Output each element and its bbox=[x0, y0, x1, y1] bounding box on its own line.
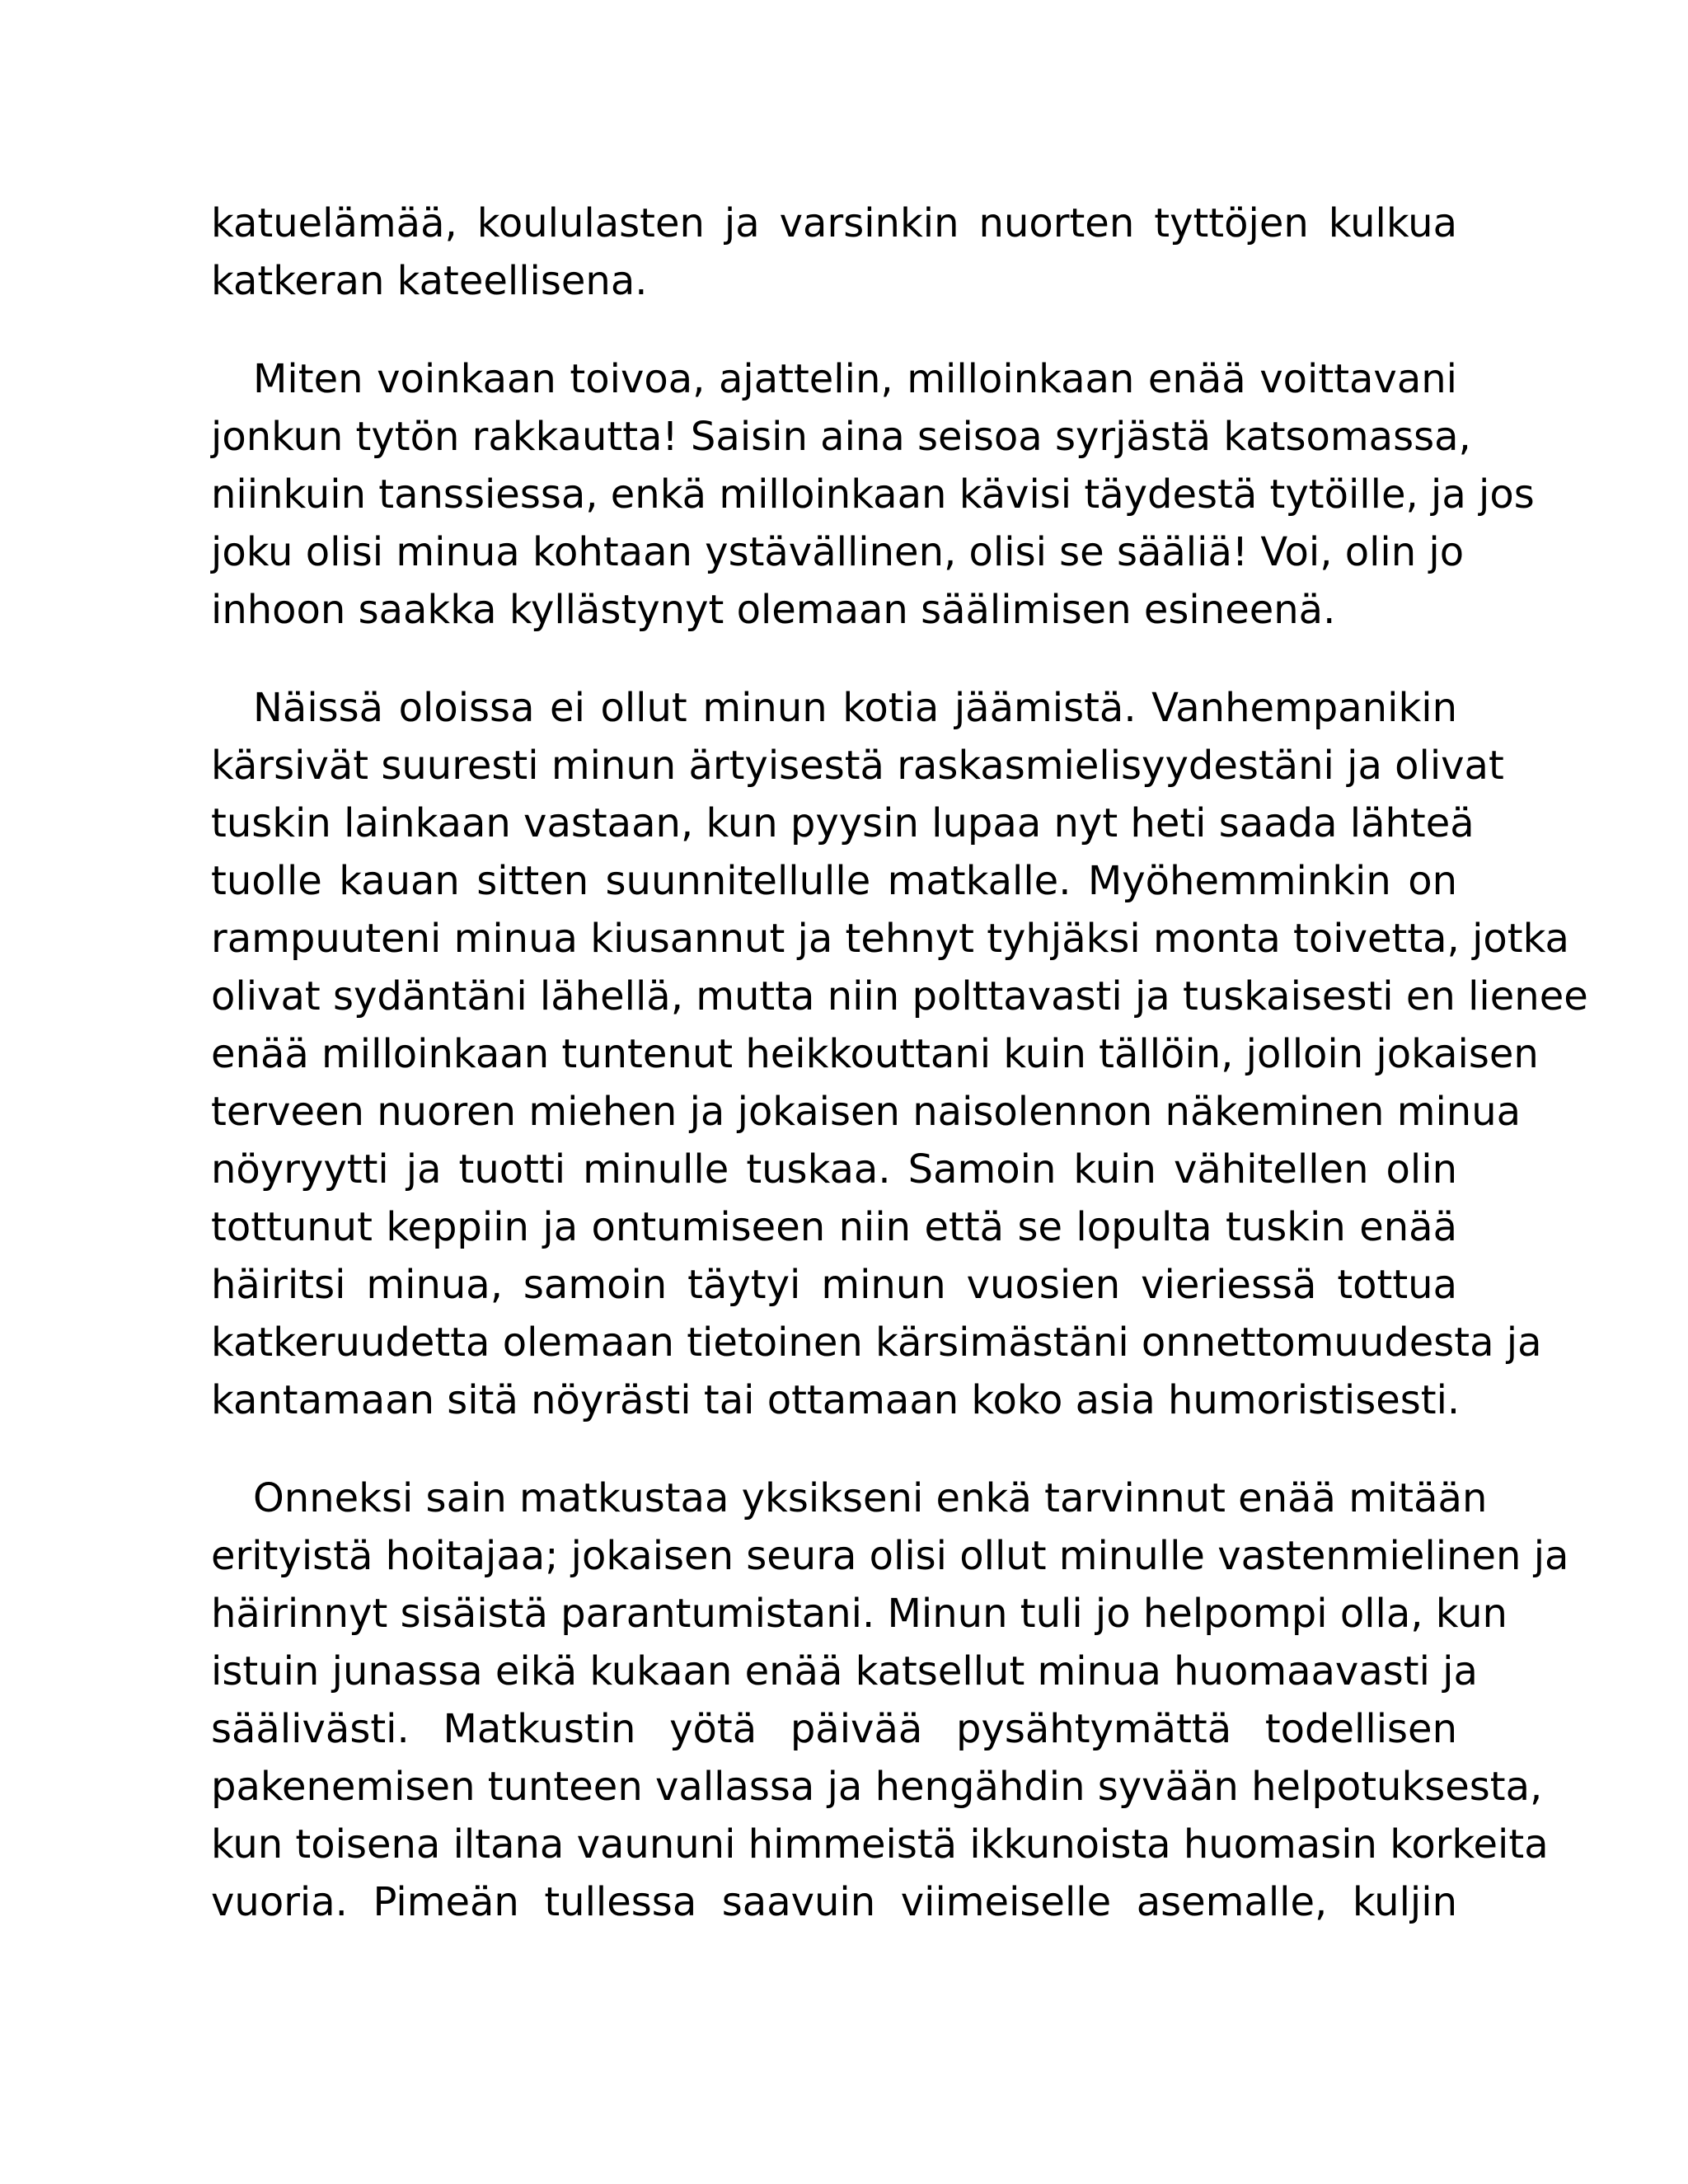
text-line: tuolle kauan sitten suunnitellulle matkalle. Myöhemminkin on bbox=[211, 858, 1457, 904]
text-line: erityistä hoitajaa; jokaisen seura olisi ollut minulle vastenmielinen ja bbox=[211, 1533, 1569, 1579]
text-line: pakenemisen tunteen vallassa ja hengähdin syvään helpotuksesta, bbox=[211, 1764, 1543, 1810]
text-line: häiritsi minua, samoin täytyi minun vuosien vieriessä tottua bbox=[211, 1262, 1457, 1308]
paragraph bbox=[211, 194, 1457, 310]
text-line: katuelämää, koululasten ja varsinkin nuorten tyttöjen kulkua bbox=[211, 200, 1457, 246]
text-line: Miten voinkaan toivoa, ajattelin, milloinkaan enää voittavani bbox=[253, 356, 1457, 402]
text-line: inhoon saakka kyllästynyt olemaan säälimisen esineenä. bbox=[211, 587, 1336, 633]
text-line: säälivästi. Matkustin yötä päivää pysähtymättä todellisen bbox=[211, 1706, 1457, 1752]
text-line: jonkun tytön rakkautta! Saisin aina seisoa syrjästä katsomassa, bbox=[211, 414, 1471, 460]
text-line: vuoria. Pimeän tullessa saavuin viimeiselle asemalle, kuljin bbox=[211, 1879, 1457, 1925]
text-line: kun toisena iltana vaununi himmeistä ikkunoista huomasin korkeita bbox=[211, 1821, 1549, 1868]
document-page bbox=[211, 194, 1588, 1931]
text-line: katkeran kateellisena. bbox=[211, 258, 648, 304]
text-line: nöyryytti ja tuotti minulle tuskaa. Samoin kuin vähitellen olin bbox=[211, 1146, 1457, 1193]
paragraph bbox=[211, 1469, 1569, 1931]
text-line: niinkuin tanssiessa, enkä milloinkaan kävisi täydestä tytöille, ja jos bbox=[211, 471, 1535, 518]
text-line: kantamaan sitä nöyrästi tai ottamaan koko asia humoristisesti. bbox=[211, 1377, 1461, 1423]
text-line: tuskin lainkaan vastaan, kun pyysin lupaa nyt heti saada lähteä bbox=[211, 800, 1475, 846]
text-line: Onneksi sain matkustaa yksikseni enkä tarvinnut enää mitään bbox=[253, 1475, 1488, 1521]
text-line: enää milloinkaan tuntenut heikkouttani kuin tällöin, jolloin jokaisen bbox=[211, 1031, 1539, 1077]
text-line: terveen nuoren miehen ja jokaisen naisolennon näkeminen minua bbox=[211, 1089, 1522, 1135]
text-line: olivat sydäntäni lähellä, mutta niin polttavasti ja tuskaisesti en lienee bbox=[211, 973, 1588, 1019]
text-line: istuin junassa eikä kukaan enää katsellut minua huomaavasti ja bbox=[211, 1648, 1478, 1694]
paragraph bbox=[211, 679, 1588, 1429]
text-line: häirinnyt sisäistä parantumistani. Minun tuli jo helpompi olla, kun bbox=[211, 1591, 1507, 1637]
text-line: rampuuteni minua kiusannut ja tehnyt tyhjäksi monta toivetta, jotka bbox=[211, 916, 1569, 962]
text-line: joku olisi minua kohtaan ystävällinen, olisi se sääliä! Voi, olin jo bbox=[211, 529, 1465, 575]
text-line: katkeruudetta olemaan tietoinen kärsimästäni onnettomuudesta ja bbox=[211, 1319, 1542, 1366]
text-line: kärsivät suuresti minun ärtyisestä raskasmielisyydestäni ja olivat bbox=[211, 743, 1504, 789]
text-line: tottunut keppiin ja ontumiseen niin että se lopulta tuskin enää bbox=[211, 1204, 1457, 1250]
paragraph bbox=[211, 350, 1535, 639]
text-line: Näissä oloissa ei ollut minun kotia jäämistä. Vanhempanikin bbox=[253, 685, 1457, 731]
